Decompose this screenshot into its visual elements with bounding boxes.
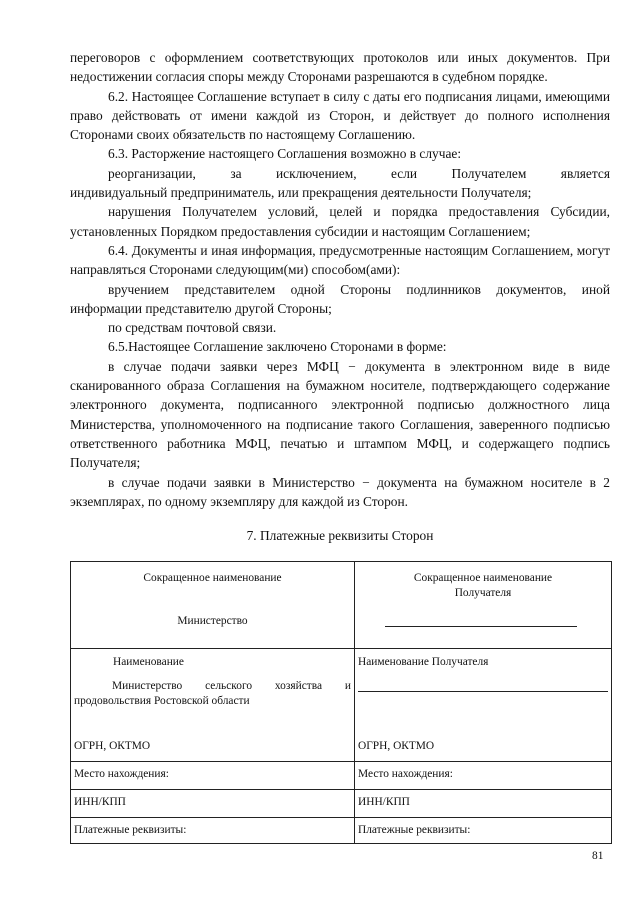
paragraph-6-2: 6.2. Настоящее Соглашение вступает в силу с даты его подписания лицами, имеющими право действовать от имени каждой из Сторон, и действует до полного исполнения Сторонами своих обязательств по настоящему Соглашению. [70, 88, 610, 143]
paragraph-delivery: вручением представителем одной Стороны подлинников документов, иной информации представителю другой Стороны; [70, 281, 610, 316]
paragraph-violation: нарушения Получателем условий, целей и порядка предоставления Субсидии, установленных Порядком предоставления субсидии и настоящим Соглашением; [70, 204, 610, 239]
recipient-payment-details-label: Платежные реквизиты: [358, 824, 471, 836]
paragraph-postal: по средствам почтовой связи. [108, 320, 277, 336]
payment-details-label: Платежные реквизиты: [74, 824, 187, 836]
table-row [71, 649, 612, 762]
location-label: Место нахождения: [74, 768, 169, 780]
paragraph-ministry: в случае подачи заявки в Министерство − документа на бумажном носителе в 2 экземплярах, по одному экземпляру для каждой из Сторон. [70, 474, 610, 509]
table-cell [355, 790, 612, 818]
recipient-name-label: Наименование Получателя [358, 656, 489, 668]
ogrn-oktmo-label: ОГРН, ОКТМО [74, 740, 151, 752]
recipient-location-label: Место нахождения: [358, 768, 453, 780]
paragraph-6-5: 6.5.Настоящее Соглашение заключено Сторонами в форме: [108, 339, 447, 355]
recipient-inn-kpp-label: ИНН/КПП [358, 796, 410, 808]
section-title: 7. Платежные реквизиты Сторон [246, 528, 434, 543]
recipient-short-name-label: Сокращенное наименование Получателя [413, 572, 553, 599]
table-row [71, 818, 612, 844]
table-cell [355, 818, 612, 844]
body-text [70, 48, 610, 511]
paragraph-6-3: 6.3. Расторжение настоящего Соглашения возможно в случае: [108, 146, 462, 162]
table-cell [71, 762, 355, 790]
table-row [71, 790, 612, 818]
name-value: Министерство сельского хозяйства и продовольствия Ростовской области [74, 680, 351, 707]
name-label: Наименование [113, 656, 184, 668]
paragraph-reorganization-line1: реорганизации, за исключением, если Получателем является [108, 165, 610, 181]
table-cell [355, 762, 612, 790]
table-cell [355, 649, 612, 762]
recipient-ogrn-oktmo-label: ОГРН, ОКТМО [358, 740, 435, 752]
paragraph-reorganization-line2: индивидуальный предприниматель, или прекращения деятельности Получателя; [70, 185, 532, 201]
table-cell [71, 790, 355, 818]
table-cell [71, 818, 355, 844]
recipient-short-name-line [385, 626, 577, 627]
table-cell [71, 649, 355, 762]
payment-details-table [70, 561, 612, 844]
inn-kpp-label: ИНН/КПП [74, 796, 126, 808]
paragraph-6-4: 6.4. Документы и иная информация, предусмотренные настоящим Соглашением, могут направляться Сторонами следующим(ми) способом(ами): [70, 242, 610, 278]
table-cell [355, 562, 612, 649]
paragraph-1: переговоров с оформлением соответствующих протоколов или иных документов. При недостижении согласия споры между Сторонами разрешаются в судебном порядке. [70, 50, 610, 85]
short-name-value: Министерство [177, 615, 248, 627]
recipient-name-line [358, 691, 608, 692]
table-row [71, 562, 612, 649]
short-name-label: Сокращенное наименование [143, 572, 282, 584]
table-row [71, 762, 612, 790]
paragraph-mfc: в случае подачи заявки через МФЦ − документа в электронном виде в виде сканированного образа Соглашения на бумажном носителе, подтверждающего содержание электронного документа, подписанного электронной подписью должностного лица Министерства, уполномоченного на подписание такого Соглашения, заверенного подписью ответственного работника МФЦ, печатью и штампом МФЦ, и содержащего подпись Получателя; [70, 358, 610, 471]
table-cell [71, 562, 355, 649]
page-number: 81 [592, 850, 604, 862]
